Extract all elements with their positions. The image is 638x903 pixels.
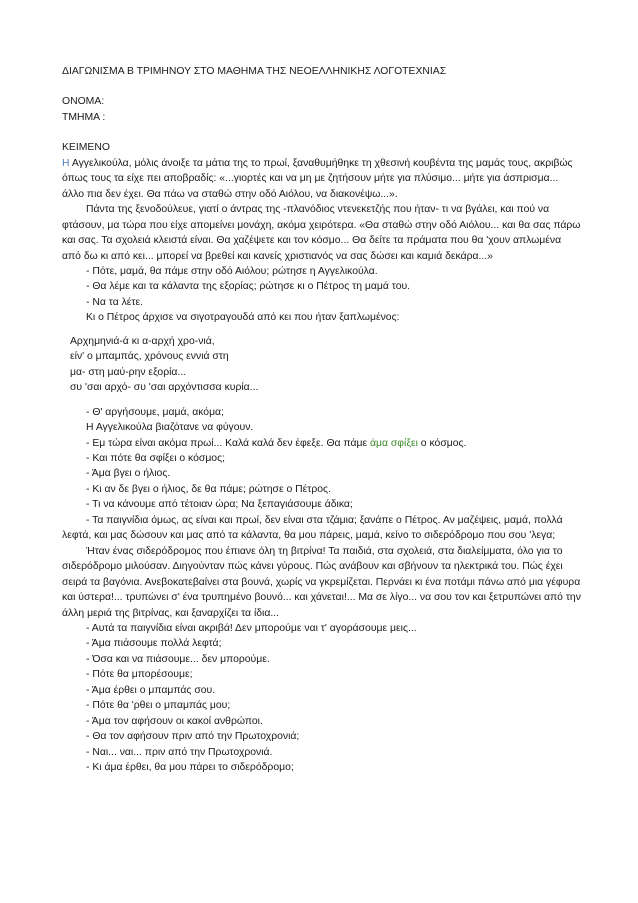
dialogue-text: ο κόσμος. bbox=[417, 437, 467, 449]
verse-line: Αρχημηνιά-ά κι α-αρχή χρο-νιά, bbox=[70, 335, 215, 347]
dialogue-line: - Κι αν δε βγει ο ήλιος, δε θα πάμε; ρώτησε ο Πέτρος. bbox=[86, 483, 331, 495]
paragraph-1-text: Αγγελικούλα, μόλις άνοιξε τα μάτια της το πρωί, ξαναθυμήθηκε τη χθεσινή κουβέντα της μαμάς τους, ακριβώς όπως τους τα είχε πει αποβραδίς: «...γιορτές και να μη με ζητήσουν μήτε για πλύσιμο... μήτε για άσπρισμα... άλλο πια δεν έχει. Θα πάω να σταθώ στην οδό Αιόλου, να διακονέψω...». bbox=[62, 157, 573, 200]
dialogue-line: - Όσα και να πιάσουμε... δεν μπορούμε. bbox=[86, 653, 270, 665]
dialogue-line: - Πότε θα 'ρθει ο μπαμπάς μου; bbox=[86, 700, 231, 712]
paragraph-1 bbox=[62, 156, 582, 202]
highlighted-phrase: άμα σφίξει bbox=[369, 437, 418, 449]
paragraph-3: - Τα παιγνίδια όμως, ας είναι και πρωί, δεν είναι στα τζάμια; ξανάπε ο Πέτρος. Αν μαζέψεις, μαμά, πολλά λεφτά, και μας δώσουν και μας από τα κάλαντα, θα μου πάρεις, μαμά, κείνο το σιδερόδρομο που σου 'λεγα; bbox=[62, 514, 563, 542]
dialogue-line: - Θα τον αφήσουν πριν από την Πρωτοχρονιά; bbox=[86, 731, 300, 743]
dialogue-line: - Θ' αργήσουμε, μαμά, ακόμα; bbox=[86, 406, 224, 418]
dialogue-line: - Άμα πιάσουμε πολλά λεφτά; bbox=[86, 638, 222, 650]
dialogue-line: - Και πότε θα σφίξει ο κόσμος; bbox=[86, 452, 225, 464]
paragraph-4: Ήταν ένας σιδερόδρομος που έπιανε όλη τη βιτρίνα! Τα παιδιά, στα σχολειά, στα διαλείμματα, όλο για το σιδερόδρομο μιλούσαν. Διηγούνταν πώς κάνει γύρους. Πώς ανάβουν και σβήνουν τα ηλεκτρικά του. Πώς έχει σειρά τα βαγόνια. Ανεβοκατεβαίνει στα βουνά, χωρίς να γκρεμίζεται. Περνάει κι ένα ποτάμι πάνω από μια γέφυρα και ύστερα!... τρυπώνει σ' ένα τρυπημένο βουνό... και χάνεται!... Μα σε λίγο... να σου τον και ξετρυπώνει από την άλλη μεριά της βιτρίνας, και ξαναρχίζει τα ίδια... bbox=[62, 545, 581, 619]
dialogue-line: Κι ο Πέτρος άρχισε να σιγοτραγουδά από κει που ήταν ξαπλωμένος: bbox=[86, 312, 400, 324]
dialogue-line: - Άμα βγει ο ήλιος. bbox=[86, 468, 171, 480]
dialogue-line: Η Αγγελικούλα βιαζότανε να φύγουν. bbox=[86, 422, 254, 434]
dialogue-line bbox=[62, 436, 582, 451]
name-label: ΟΝΟΜΑ: bbox=[62, 96, 105, 108]
dialogue-line: - Τι να κάνουμε από τέτοιαν ώρα; Να ξεπαγιάσουμε άδικα; bbox=[86, 499, 353, 511]
carol-verse bbox=[62, 334, 582, 396]
class-label: ΤΜΗΜΑ : bbox=[62, 111, 106, 123]
drop-letter: Η bbox=[62, 157, 70, 169]
dialogue-line: - Πότε, μαμά, θα πάμε στην οδό Αιόλου; ρώτησε η Αγγελικούλα. bbox=[86, 265, 378, 277]
verse-line: συ 'σαι αρχό- συ 'σαι αρχόντισσα κυρία... bbox=[70, 382, 259, 394]
dialogue-line: - Αυτά τα παιγνίδια είναι ακριβά! Δεν μπορούμε ναι τ' αγοράσουμε μεις... bbox=[86, 622, 417, 634]
dialogue-line: - Να τα λέτε. bbox=[86, 296, 144, 308]
dialogue-line: - Κι άμα έρθει, θα μου πάρει το σιδερόδρομο; bbox=[86, 762, 294, 774]
dialogue-line: - Πότε θα μπορέσουμε; bbox=[86, 669, 193, 681]
verse-line: είν' ο μπαμπάς, χρόνους εννιά στη bbox=[70, 351, 229, 363]
section-label: ΚΕΙΜΕΝΟ bbox=[62, 142, 110, 154]
paragraph-2: Πάντα της ξενοδούλευε, γιατί ο άντρας της -πλανόδιος ντενεκετζής που ήταν- τι να βγάλει, και πού να φτάσουν, μα τώρα που είχε απομείνει μονάχη, ακόμα χειρότερα. «Θα σταθώ στην οδό Αιόλου... και θα σας πάρω και σας. Τα σχολειά κλειστά είναι. Θα χαζέψετε και τον κόσμο... Θα δείτε τα πράματα που θα 'χουν απλωμένα από δω κι από κει... μπορεί να βρεθεί και κανείς χριστιανός να σας δώσει και καμιά δεκάρα...» bbox=[62, 204, 581, 262]
dialogue-line: - Άμα τον αφήσουν οι κακοί ανθρώποι. bbox=[86, 715, 263, 727]
dialogue-text: - Εμ τώρα είναι ακόμα πρωί... Καλά καλά δεν έφεξε. Θα πάμε bbox=[86, 437, 370, 449]
exam-title: ΔΙΑΓΩΝΙΣΜΑ Β ΤΡΙΜΗΝΟΥ ΣΤΟ ΜΑΘΗΜΑ ΤΗΣ ΝΕΟΕΛΛΗΝΙΚΗΣ ΛΟΓΟΤΕΧΝΙΑΣ bbox=[62, 66, 447, 77]
exam-page bbox=[62, 64, 582, 775]
dialogue-line: - Θα λέμε και τα κάλαντα της εξορίας; ρώτησε κι ο Πέτρος τη μαμά του. bbox=[86, 281, 411, 293]
dialogue-line: - Ναι... ναι... πριν από την Πρωτοχρονιά. bbox=[86, 746, 273, 758]
dialogue-line: - Άμα έρθει ο μπαμπάς σου. bbox=[86, 684, 216, 696]
verse-line: μα- στη μαύ-ρην εξορία... bbox=[70, 366, 187, 378]
